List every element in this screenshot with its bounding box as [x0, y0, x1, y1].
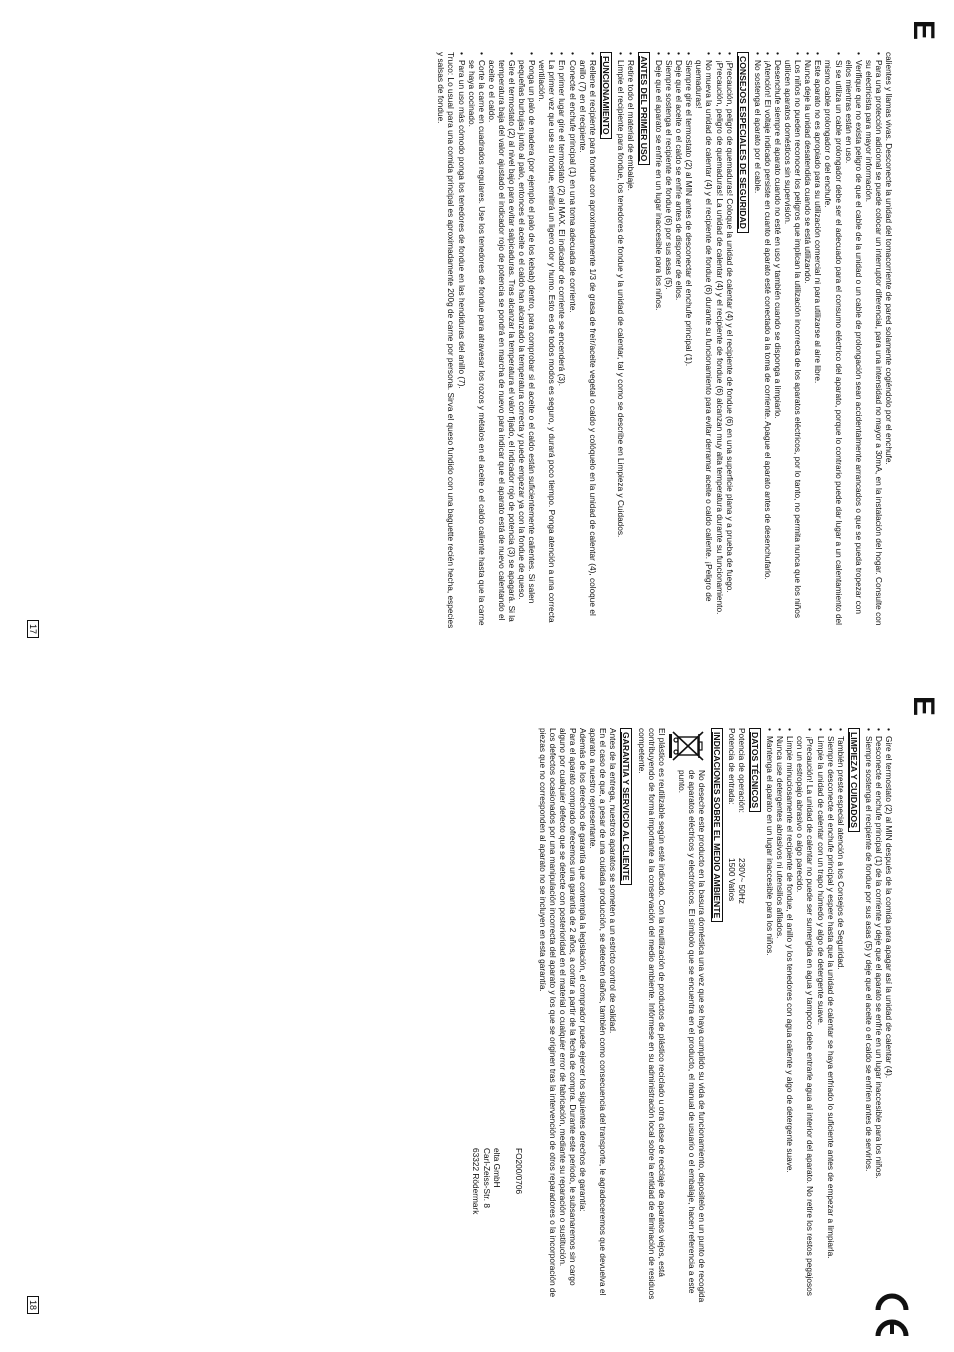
company-address — [471, 1148, 523, 1308]
list-item: • Ponga un palo de madera (por ejemplo el palo de los kebab) dentro, para comprobar si el aceite o el caldo están suficientemente calientes. Si salen pequeñas burbujas junto al palo, entonces el aceite o el caldo han alcanzado la temperatura correcta y puede empezar ya con la fondue de queso. — [517, 52, 537, 632]
intro-list — [753, 52, 884, 632]
list-item: • Para una protección adicional se puede colocar un interruptor diferencial, para una intensidad no mayor a 30mA, en la instalación del hogar. Consulte con su electricista para mayor información. — [864, 52, 884, 632]
list-item: • También preste especial atención a los Consejos de Seguridad. — [836, 728, 846, 1308]
environment-text-2: El plástico es reutilizable según esté indicado. Con la reutilización de productos de plástico reciclado u otra clase de reciclaje de aparatos viejos, está contribuyendo de forma importante a la conservación del medio ambiente. Infórmese en su administración local sobre la entidad de eliminación de residuos competente. — [636, 728, 667, 1300]
list-item: • Mantenga el aparato en un lugar inaccesible para los niños. — [765, 728, 775, 1308]
section-header-tech-data: DATOS TÉCNICOS — [749, 728, 761, 812]
list-item: • Corte la carne en cuadrados regulares. Use los tenedores de fondue para atravesar los rozos y métalos en el aceite o el caldo caliente hasta que la carne se haya cocinado. — [467, 52, 487, 632]
list-item: • Siempre sostenga el recipiente de fondue (6) por sus asas (5). — [664, 52, 674, 632]
page-17-content — [74, 52, 894, 632]
page-number: 17 — [27, 620, 39, 638]
list-item: • Este aparato no es apropiado para su utilización comercial ni para utilizarse al aire libre. — [813, 52, 823, 632]
section-header-operation: FUNCIONAMIENTO — [600, 52, 612, 139]
environment-text: No deseche este producto en la basura doméstica una vez que se haya cumplido su vida de funcionamiento, depositelo en un punto de recogida de aparatos eléctricos y electrónicos. El símbolo que se encuentra en el producto, el manual de usuario o el embalaje, hacen referencia a este punto. — [676, 770, 707, 1303]
cleaning-list — [765, 728, 846, 1308]
section-header-cleaning: LIMPIEZA Y CUIDADOS — [848, 728, 860, 832]
operation-list — [456, 52, 597, 632]
address-line: 63322 Rödermark — [471, 1148, 482, 1215]
language-code-badge: E — [907, 696, 940, 717]
list-item: • Retire todo el material de embalaje. — [626, 52, 636, 632]
section-header-environment: INDICACIONES SOBRE EL MEDIO AMBIENTE — [711, 728, 723, 922]
model-number: FO200/0706 — [513, 1148, 524, 1195]
list-item: • Limpie la unidad de calentar con un trapo húmedo y algo de detergente suave. — [815, 728, 825, 1308]
intro-line: calientes y llamas vivas. Desconecte la unidad del tomacorriente de pared solamente cogiéndolo por el enchufe. — [884, 52, 894, 465]
crossed-bin-icon — [669, 728, 707, 764]
environment-block — [669, 728, 707, 1308]
section-header-first-use: ANTES DEL PRIMER USO — [638, 52, 650, 165]
warranty-paragraph: Antes de la entrega, nuestros aparatos se someten a un estricto control de calidad. — [608, 728, 619, 1034]
page-number: 18 — [27, 1296, 39, 1314]
first-use-list — [616, 52, 636, 632]
list-item: • No mueva la unidad de calentar (4) y el recipiente de fondue (6) durante su funcionamiento para evitar derramar aceite o caldo caliente. ¡Peligro de quemaduras! — [694, 52, 714, 632]
tech-label: Potencia de operación: — [736, 728, 747, 813]
language-code-badge: E — [907, 20, 940, 41]
warranty-paragraph: En el caso de que, a pesar de una cuidada producción, se detecten daños, también como consecuencia del transporte, le agradeceremos que devuelva el aparato a nuestro representante. — [588, 728, 609, 1296]
list-item: • ¡Atención! El voltaje indicado persiste en cuanto el aparato esté conectado a la toma de corriente. Apague el aparato antes de desenchufarlo. — [763, 52, 773, 632]
list-item: • Siempre sostenga el recipiente de fondue por sus asas (5) y deje que el aceite o el caldo se enfríen antes de servirlos. — [864, 728, 874, 1308]
warranty-paragraph: Los defectos ocasionados por una manipulación incorrecta del aparato y los que se originen tras la intervención de otros reparadores o la incorporación de piezas que no corresponden al aparato no se incluyen en esta garantía. — [537, 728, 558, 1298]
warranty-paragraph: Para el aparato comprado ofrecemos una garantía de 2 años, a contar a partir de la fecha de compra. Durante este periodo, le subsanaremos sin cargo alguno por cualquier defecto que se detecte con posterioridad en el material o cualquier error de fabricación, mediante su reparación o sustitución. — [558, 728, 579, 1286]
list-item: • Deje que el aceite o el caldo se enfríe antes de disponer de ellos. — [674, 52, 684, 632]
page-18-rotated — [0, 676, 954, 1352]
address-line: elta GmbH — [491, 1148, 502, 1188]
tech-value: 1500 Vatios — [726, 858, 737, 902]
tip-text: Truco: Lo usual para una comida principal es aproximadamente 200g de carne por persona. Sirva el queso fundido con una baguette recién hecha, especies y salsas de fondue. — [436, 52, 457, 629]
list-item: • Gire el termostato (2) al nivel bajo para evitar salpicaduras. Tras alcanzar la temperatura el valor fijado, el indicador rojo de potencia (3) se apagará. Si la temperatura baja del valor ajustado el indicador rojo de potencia se pondrá en marcha de nuevo para indicar que el aparato está de nuevo calentando el aceite o el caldo. — [487, 52, 517, 632]
list-item: • Conecte el enchufe principal (1) en una toma adecuada de corriente. — [567, 52, 577, 632]
page-18 — [0, 676, 954, 1352]
list-item: • Los niños no pueden reconocer los peligros que implican la utilización incorrecta de los aparatos eléctricos, por lo tanto, no permita nunca que los niños utilicen aparatos domésticos sin supervisión. — [783, 52, 803, 632]
address-line: Carl-Zeiss-Str. 8 — [481, 1148, 492, 1208]
list-item: • Si se utiliza un cable prolongador debe ser el adecuado para el consumo eléctrico del aparato, porque lo contrario puede dar lugar a un calentamiento del mismo cable prolongador o del enchufe. — [823, 52, 843, 632]
table-row — [737, 728, 747, 904]
list-item: • En primer lugar gire el termostato (2) al MAX. El indicador de corriente se encenderá (3). — [557, 52, 567, 632]
safety-list — [654, 52, 735, 632]
section-header-warranty: GARANTIA Y SERVICIO AL CLIENTE — [621, 728, 633, 885]
ce-mark-icon — [872, 1286, 912, 1342]
tech-value: 230V~ 50Hz — [736, 858, 747, 904]
intro-list — [864, 728, 894, 1308]
list-item: • ¡Precaución! La unidad de calentar no puede ser sumergida en agua y tampoco debe entrarle agua al interior del aparato. No retire los restos pegajosos con un estropajo abrasivo o algo parecido. — [795, 728, 815, 1308]
tech-label: Potencia de entrada: — [726, 728, 737, 805]
list-item: • Verifique que no exista peligro de que el cable de la unidad o un cable de prolongación sean accidentalmente arrancados o que se pueda tropezar con ellos mientras están en uso. — [844, 52, 864, 632]
tech-data-table — [727, 728, 747, 904]
list-item: • Siempre gire el termostato (2) al MIN antes de desconectar el enchufe principal (1). — [684, 52, 694, 632]
table-row — [727, 728, 737, 904]
list-item: • Nunca use detergentes abrasivos ni utensilios afilados. — [775, 728, 785, 1308]
list-item: • ¡Precaución, peligro de quemaduras! La unidad de calentar (4) y el recipiente de fondue (6) alcanzan muy alta temperatura durante su funcionamiento. — [715, 52, 725, 632]
list-item: • La primer vez que use su fondue, emitirá un ligero olor y humo. Esto es de todos modos es seguro, y durará poco tiempo. Ponga atención a una correcta ventilación. — [537, 52, 557, 632]
list-item: • Rellene el recipiente para fondue con aproximadamente 1/3 de grasa de freír/aceite vegetal o caldo y colóquelo en la unidad de calentar (4), coloque el anillo (7) en el recipiente. — [578, 52, 598, 632]
list-item: • Siempre desconecte el enchufe principal y espere hasta que la unidad de calentar se haya enfriado lo suficiente antes de empezar a limpiarla. — [826, 728, 836, 1308]
section-header-safety: CONSEJOS ESPECIALES DE SEGURIDAD — [737, 52, 749, 233]
page-18-content — [74, 728, 894, 1308]
list-item: • Limpie el recipiente para fondue, los tenedores de fondue y la unidad de calentar, tal y como se describe en Limpieza y Cuidados. — [616, 52, 626, 632]
list-item: • Desenchufe siempre el aparato cuando no esté en uso y también cuando se disponga a limpiarlo. — [773, 52, 783, 632]
list-item: • Gire el termostato (2) al MIN después de la comida para apagar así la unidad de calentar (4). — [884, 728, 894, 1308]
list-item: • Limpie minuciosamente el recipiente de fondue, el anillo y los tenedores con agua caliente y algo de detergente suave. — [785, 728, 795, 1308]
list-item: • ¡Precaución, peligro de quemaduras! Coloque la unidad de calentar (4) y el recipiente de fondue (6) en una superficie plana y a prueba de fuego. — [725, 52, 735, 632]
warranty-paragraph: Además de los derechos de garantía que contempla la legislación, el comprador puede ejercer los siguientes derechos de garantía: — [578, 728, 589, 1212]
list-item: • Nunca deje la unidad desatendida cuando se está utilizando. — [803, 52, 813, 632]
list-item: • No sostenga el aparato por el cable. — [753, 52, 763, 632]
list-item: • Deje que el aparato se enfríe en un lugar inaccesible para los niños. — [654, 52, 664, 632]
list-item: • Para un uso más cómodo ponga los tenedores de fondue en las hendiduras del anillo (7). — [456, 52, 466, 632]
list-item: • Desconecte el enchufe principal (1) de la corriente y deje que el aparato se enfríe en un lugar inaccesible para los niños. — [874, 728, 884, 1308]
